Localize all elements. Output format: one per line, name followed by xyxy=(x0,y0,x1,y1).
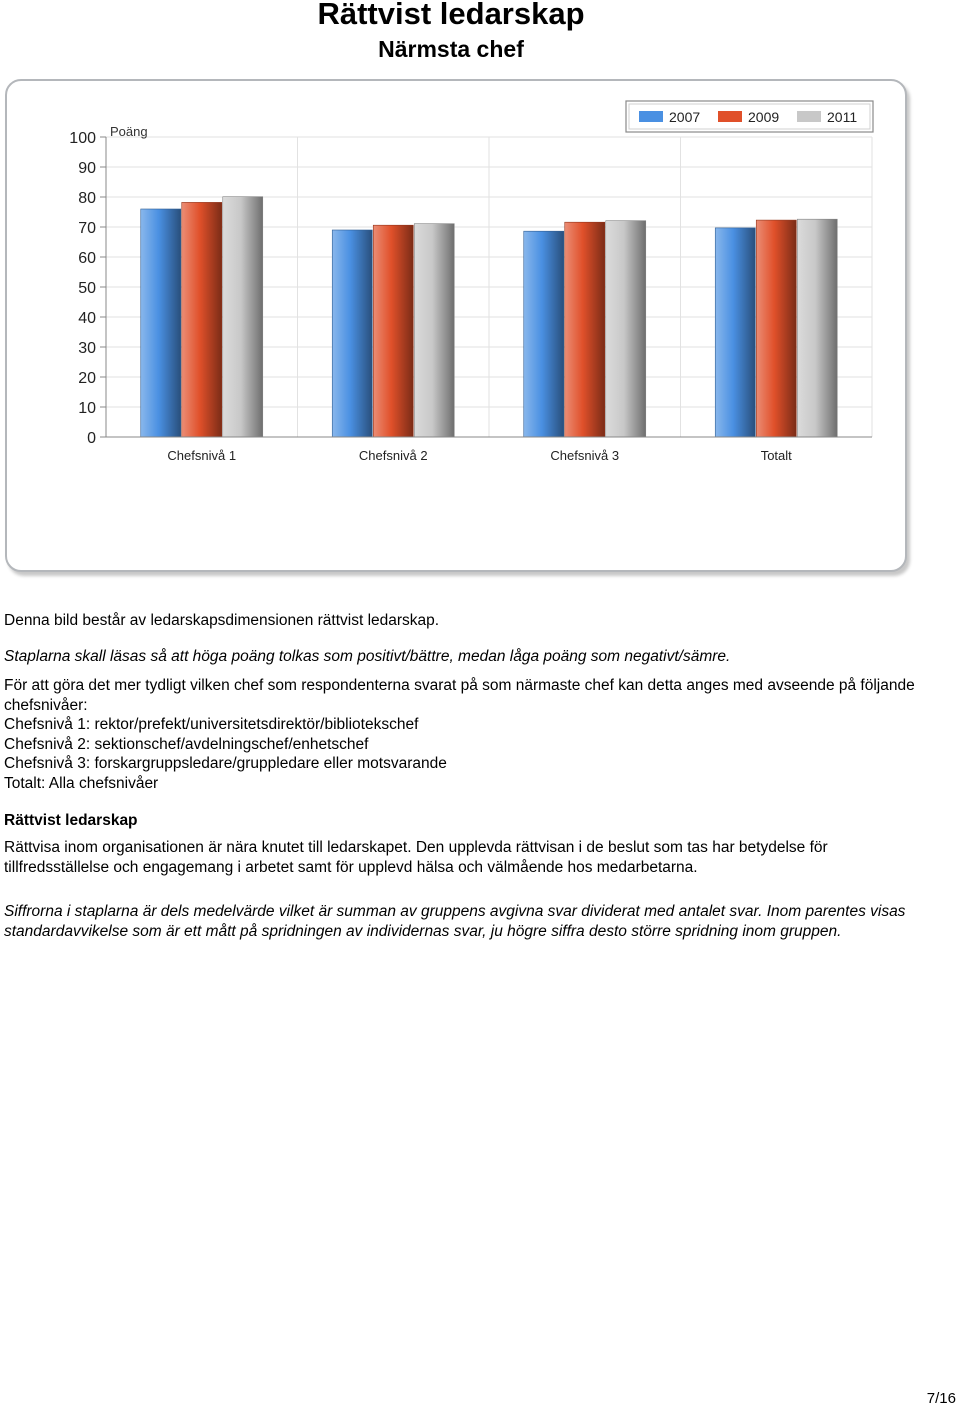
x-category-label: Chefsnivå 3 xyxy=(550,448,620,463)
bar-2007-2 xyxy=(332,230,372,437)
bar-2009-3 xyxy=(565,222,605,437)
bar-2011-2 xyxy=(414,224,454,437)
level-item: Chefsnivå 3: forskargruppsledare/gruppledare eller motsvarande xyxy=(4,755,447,773)
y-tick-label: 50 xyxy=(78,280,96,297)
page-subtitle: Närmsta chef xyxy=(378,36,524,62)
level-item: Chefsnivå 2: sektionschef/avdelningschef/enhetschef xyxy=(4,735,369,753)
y-axis-label: Poäng xyxy=(110,124,148,139)
chart-frame xyxy=(5,79,907,572)
legend-label: 2007 xyxy=(669,109,701,125)
footnote: Siffrorna i staplarna är dels medelvärde vilket är summan av gruppens avgivna svar dividerat med antalet svar. Inom parentes visas standardavvikelse som är ett mått på spridningen av individernas svar, ju högre siffra desto större spridning inom gruppen. xyxy=(4,903,906,940)
y-tick-label: 100 xyxy=(69,130,96,147)
level-item: Totalt: Alla chefsnivåer xyxy=(4,774,159,792)
y-tick-label: 60 xyxy=(78,250,96,267)
legend-swatch xyxy=(639,111,663,122)
section-body: Rättvisa inom organisationen är nära knutet till ledarskapet. Den upplevda rättvisan i de beslut som tas har betydelse för tillfredsställelse och engagemang i arbetet samt för upplevd hälsa och välmående hos medarbetarna. xyxy=(4,839,828,876)
y-tick-label: 10 xyxy=(78,400,96,417)
bar-2007-1 xyxy=(141,209,181,437)
y-tick-label: 30 xyxy=(78,340,96,357)
bar-2011-4 xyxy=(797,219,837,437)
levels-intro: För att göra det mer tydligt vilken chef som respondenterna svarat på som närmaste chef kan detta anges med avseende på följande chefsnivåer: xyxy=(4,677,915,714)
x-category-label: Chefsnivå 2 xyxy=(358,448,428,463)
chart-legend xyxy=(626,101,873,132)
reading-note: Staplarna skall läsas så att höga poäng tolkas som positivt/bättre, medan låga poäng som negativt/sämre. xyxy=(4,648,731,665)
level-item: Chefsnivå 1: rektor/prefekt/universitetsdirektör/bibliotekschef xyxy=(4,716,419,734)
bar-2007-4 xyxy=(715,228,755,437)
y-tick-label: 80 xyxy=(78,190,96,207)
bar-2009-2 xyxy=(373,225,413,437)
y-tick-label: 20 xyxy=(78,370,96,387)
bar-2009-1 xyxy=(182,202,222,437)
x-category-label: Totalt xyxy=(760,448,792,463)
bar-chart xyxy=(7,81,905,570)
legend-label: 2011 xyxy=(827,109,858,125)
legend-swatch xyxy=(718,111,742,122)
bar-2007-3 xyxy=(524,231,564,437)
bar-2011-1 xyxy=(223,197,263,437)
page-number: 7/16 xyxy=(926,1390,956,1407)
y-tick-label: 40 xyxy=(78,310,96,327)
bar-2009-4 xyxy=(756,220,796,437)
legend-swatch xyxy=(797,111,821,122)
y-tick-label: 70 xyxy=(78,220,96,237)
x-category-label: Chefsnivå 1 xyxy=(167,448,237,463)
intro-text: Denna bild består av ledarskapsdimensionen rättvist ledarskap. xyxy=(4,612,440,629)
chief-levels-block xyxy=(4,676,934,794)
bar-2011-3 xyxy=(606,221,646,437)
section-heading: Rättvist ledarskap xyxy=(4,812,138,829)
page-title: Rättvist ledarskap xyxy=(317,0,585,31)
y-tick-label: 0 xyxy=(87,430,96,447)
y-tick-label: 90 xyxy=(78,160,96,177)
legend-label: 2009 xyxy=(748,109,780,125)
